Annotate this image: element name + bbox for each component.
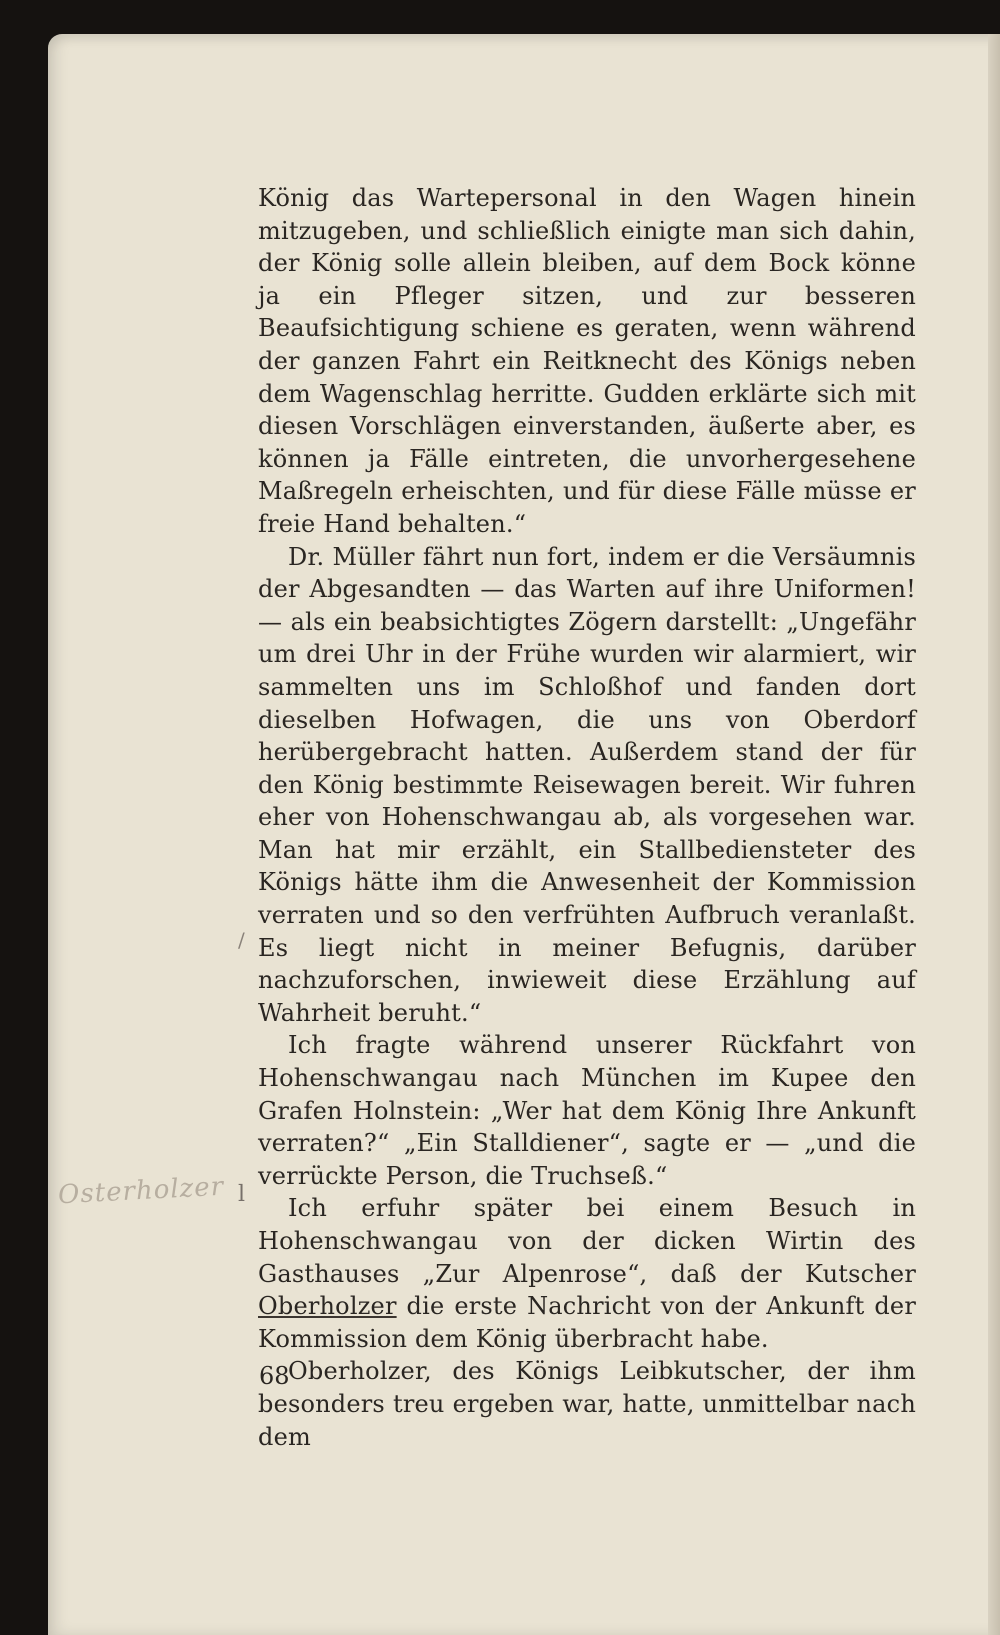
pencil-margin-tick: / <box>238 928 245 952</box>
paragraph-4-before: Ich erfuhr später bei einem Besuch in Hohenschwangau von der dicken Wirtin des Gasthauses „Zur Alpenrose“, daß der Kutscher <box>258 1194 916 1288</box>
paragraph-5: Oberholzer, des Königs Leibkutscher, der ihm besonders treu ergeben war, hatte, unmittelbar nach dem <box>258 1357 916 1451</box>
paragraph-1: König das Wartepersonal in den Wagen hinein mitzugeben, und schließlich einigte man sich dahin, der König solle allein bleiben, auf dem Bock könne ja ein Pfleger sitzen, und zur besseren Beaufsichtigung schiene es geraten, wenn während der ganzen Fahrt ein Reitknecht des Königs neben dem Wagenschlag herritte. Gudden erklärte sich mit diesen Vorschlägen einverstanden, äußerte aber, es können ja Fälle eintreten, die unvorhergesehene Maßregeln erheischten, und für diese Fälle müsse er freie Hand behalten.“ <box>258 184 916 538</box>
pencil-margin-note: Osterholzer <box>57 1171 225 1211</box>
underlined-name: Oberholzer <box>258 1292 397 1321</box>
page-number: 68 <box>259 1362 290 1390</box>
paragraph-2: Dr. Müller fährt nun fort, indem er die Versäumnis der Abgesandten — das Warten auf ihre Uniformen! — als ein beabsichtigtes Zögern darstellt: „Ungefähr um drei Uhr in der Frühe wurden wir alarmiert, wir sammelten uns im Schloßhof und fanden dort dieselben Hofwagen, die uns von Oberdorf herübergebracht hatten. Außerdem stand der für den König bestimmte Reisewagen bereit. Wir fuhren eher von Hohenschwangau ab, als vorgesehen war. Man hat mir erzählt, ein Stallbediensteter des Königs hätte ihm die Anwesenheit der Kommission verraten und so den verfrühten Aufbruch veranlaßt. Es liegt nicht in meiner Befugnis, darüber nachzuforschen, inwieweit diese Erzählung auf Wahrheit beruht.“ <box>258 542 916 1027</box>
paragraph-4-after: die erste Nachricht von der Ankunft der Kommission dem König überbracht habe. <box>258 1292 916 1353</box>
body-text <box>258 182 916 1453</box>
page-edge <box>988 34 1000 1635</box>
paragraph-3: Ich fragte während unserer Rückfahrt von Hohenschwangau nach München im Kupee den Grafen Holnstein: „Wer hat dem König Ihre Ankunft verraten?“ „Ein Stalldiener“, sagte er — „und die verrückte Person, die Truchseß.“ <box>258 1031 916 1190</box>
paragraph-4 <box>258 1192 916 1355</box>
pencil-margin-mark: l <box>238 1182 246 1207</box>
